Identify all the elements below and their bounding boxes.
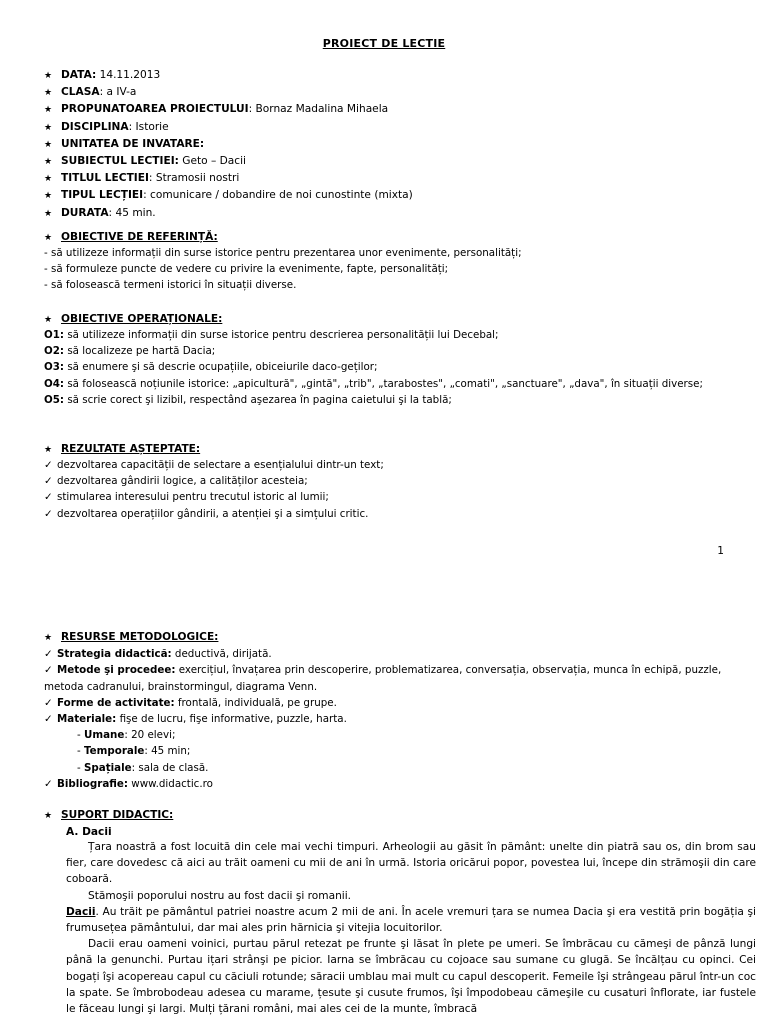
star-icon: ★ bbox=[44, 105, 53, 116]
star-icon: ★ bbox=[44, 88, 53, 99]
field-unitatea: ★ UNITATEA DE INVATARE: bbox=[44, 136, 756, 153]
subsection-heading: A. Dacii bbox=[66, 826, 112, 839]
list-item: - Umane: 20 elevi; bbox=[77, 729, 176, 742]
field-subiectul: ★ SUBIECTUL LECTIEI: Geto – Dacii bbox=[44, 153, 756, 170]
checkmark-icon: ✓ bbox=[44, 507, 53, 520]
list-item: ✓ Strategia didactică: deductivă, dirijată. bbox=[44, 646, 756, 662]
list-item: ✓ dezvoltarea capacității de selectare a esențialului dintr-un text; bbox=[44, 457, 756, 473]
section-heading: ★ REZULTATE AȘTEPTATE: bbox=[44, 441, 756, 458]
checkmark-icon: ✓ bbox=[44, 459, 53, 471]
field-durata: ★ DURATA: 45 min. bbox=[44, 205, 756, 222]
paragraph: Dacii erau oameni voinici, purtau părul retezat pe frunte şi lăsat în plete pe umeri. Se îmbrăcau cu cămeşi de pânză lungi până la genunchi. Purtau ițari strânşi pe picior. Iarna se îmbrăcau cu cojoace sau sumane cu glugă. Se încălțau cu opinci. Cei bogați îşi acopereau capul cu căciuli rotunde; săracii umblau mai mult cu capul descoperit. Femeile îşi strângeau părul într-un coc la spate. Se îmbrobodeau adesea cu marame, țesute şi cusute frumos, îşi împodobeau cămeşile cu cusaturi înflorate, iar fustele le făceau lungi şi largi. Mulți țărani români, mai ales cei de la munte, îmbracă bbox=[66, 938, 756, 1016]
obiective-referinta-list bbox=[44, 245, 756, 294]
rezultate-list bbox=[44, 457, 756, 522]
star-icon: ★ bbox=[44, 315, 53, 325]
section-heading: ★ OBIECTIVE OPERAȚIONALE: bbox=[44, 311, 756, 328]
suport-section bbox=[44, 807, 756, 840]
list-item: ✓ dezvoltarea gândirii logice, a calităților acesteia; bbox=[44, 473, 756, 489]
field-propunator: ★ PROPUNATOAREA PROIECTULUI: Bornaz Madalina Mihaela bbox=[44, 101, 756, 118]
list-item: O5: să scrie corect şi lizibil, respectând aşezarea în pagina caietului şi la tablă; bbox=[44, 393, 452, 406]
list-item: O4: să folosească noțiunile istorice: „apicultură", „gintă", „trib", „tarabostes", „comati", „sanctuare", „dava", în situații diverse; bbox=[44, 377, 703, 390]
list-item: - să folosească termeni istorici în situații diverse. bbox=[44, 279, 297, 292]
checkmark-icon: ✓ bbox=[44, 713, 53, 726]
field-titlul: ★ TITLUL LECTIEI: Stramosii nostri bbox=[44, 170, 756, 187]
checkmark-icon: ✓ bbox=[44, 475, 53, 488]
checkmark-icon: ✓ bbox=[44, 696, 53, 709]
list-item: - să formuleze puncte de vedere cu privire la evenimente, fapte, personalități; bbox=[44, 263, 449, 276]
obiective-operationale-section bbox=[44, 311, 756, 328]
list-item: - Temporale: 45 min; bbox=[77, 745, 191, 758]
obiective-referinta-section bbox=[44, 229, 756, 246]
star-icon: ★ bbox=[44, 139, 53, 150]
field-disciplina: ★ DISCIPLINA: Istorie bbox=[44, 119, 756, 136]
paragraph: Dacii. Au trăit pe pământul patriei noastre acum 2 mii de ani. În acele vremuri țara se numea Dacia şi era vestită prin bogăția şi frumusețea pământului, dar mai ales prin hărnicia şi vitejia locuitorilor. bbox=[66, 905, 756, 935]
field-clasa: ★ CLASA: a IV-a bbox=[44, 84, 756, 101]
document-page-2 bbox=[0, 580, 768, 1024]
list-item: ✓ Forme de activitate: frontală, individuală, pe grupe. bbox=[44, 695, 756, 711]
list-item: - să utilizeze informații din surse istorice pentru prezentarea unor evenimente, personalități; bbox=[44, 247, 522, 259]
star-icon: ★ bbox=[44, 233, 53, 243]
list-item: ✓ Bibliografie: www.didactic.ro bbox=[44, 776, 756, 792]
list-item: ✓ dezvoltarea operațiilor gândirii, a atenției şi a simțului critic. bbox=[44, 506, 756, 522]
document-title: PROIECT DE LECTIE bbox=[322, 37, 446, 50]
list-item: ✓ Materiale: fişe de lucru, fişe informative, puzzle, harta. bbox=[44, 711, 756, 727]
checkmark-icon: ✓ bbox=[44, 491, 53, 504]
obiective-operationale-list bbox=[44, 327, 756, 408]
list-item: - Spațiale: sala de clasă. bbox=[77, 761, 209, 774]
star-icon: ★ bbox=[44, 174, 53, 185]
rezultate-section bbox=[44, 441, 756, 458]
star-icon: ★ bbox=[44, 71, 53, 81]
star-icon: ★ bbox=[44, 122, 53, 133]
star-icon: ★ bbox=[44, 157, 53, 168]
star-icon: ★ bbox=[44, 445, 53, 455]
section-heading: ★ SUPORT DIDACTIC: bbox=[44, 807, 756, 824]
page-number: 1 bbox=[717, 545, 724, 557]
star-icon: ★ bbox=[44, 633, 53, 643]
paragraph: Țara noastră a fost locuită din cele mai vechi timpuri. Arheologii au găsit în pământ: unelte din piatră sau os, din brom sau fier, care dovedesc că aici au trăit oameni cu mii de ani în urmă. Istoria oricărui popor, povestea lui, începe din strămoşii din care coboară. bbox=[66, 841, 756, 886]
section-heading: ★ OBIECTIVE DE REFERINȚĂ: bbox=[44, 229, 756, 246]
star-icon: ★ bbox=[44, 208, 53, 219]
star-icon: ★ bbox=[44, 191, 53, 202]
resurse-section bbox=[44, 629, 756, 792]
paragraph: Stămoşii poporului nostru au fost dacii şi romanii. bbox=[88, 889, 352, 902]
list-item: O1: să utilizeze informații din surse istorice pentru descrierea personalității lui Decebal; bbox=[44, 329, 499, 341]
checkmark-icon: ✓ bbox=[44, 664, 53, 677]
header-fields bbox=[44, 67, 756, 222]
section-heading: ★ RESURSE METODOLOGICE: bbox=[44, 629, 756, 646]
list-item: ✓ Metode şi procedee: exercițiul, învațarea prin descoperire, problematizarea, conversația, observația, munca în echipă, puzzle, metoda cadranului, brainstormingul, diagrama Venn. bbox=[44, 664, 722, 693]
list-item: O3: să enumere şi să descrie ocupațiile, obiceiurile daco-geților; bbox=[44, 361, 378, 374]
list-item: ✓ stimularea interesului pentru trecutul istoric al lumii; bbox=[44, 489, 756, 505]
field-tipul: ★ TIPUL LECȚIEI: comunicare / dobandire de noi cunostinte (mixta) bbox=[44, 187, 756, 204]
suport-text bbox=[66, 839, 756, 1017]
checkmark-icon: ✓ bbox=[44, 777, 53, 790]
star-icon: ★ bbox=[44, 811, 53, 821]
list-item: O2: să localizeze pe hartă Dacia; bbox=[44, 345, 216, 358]
field-data: ★ DATA: 14.11.2013 bbox=[44, 67, 756, 84]
checkmark-icon: ✓ bbox=[44, 648, 53, 661]
